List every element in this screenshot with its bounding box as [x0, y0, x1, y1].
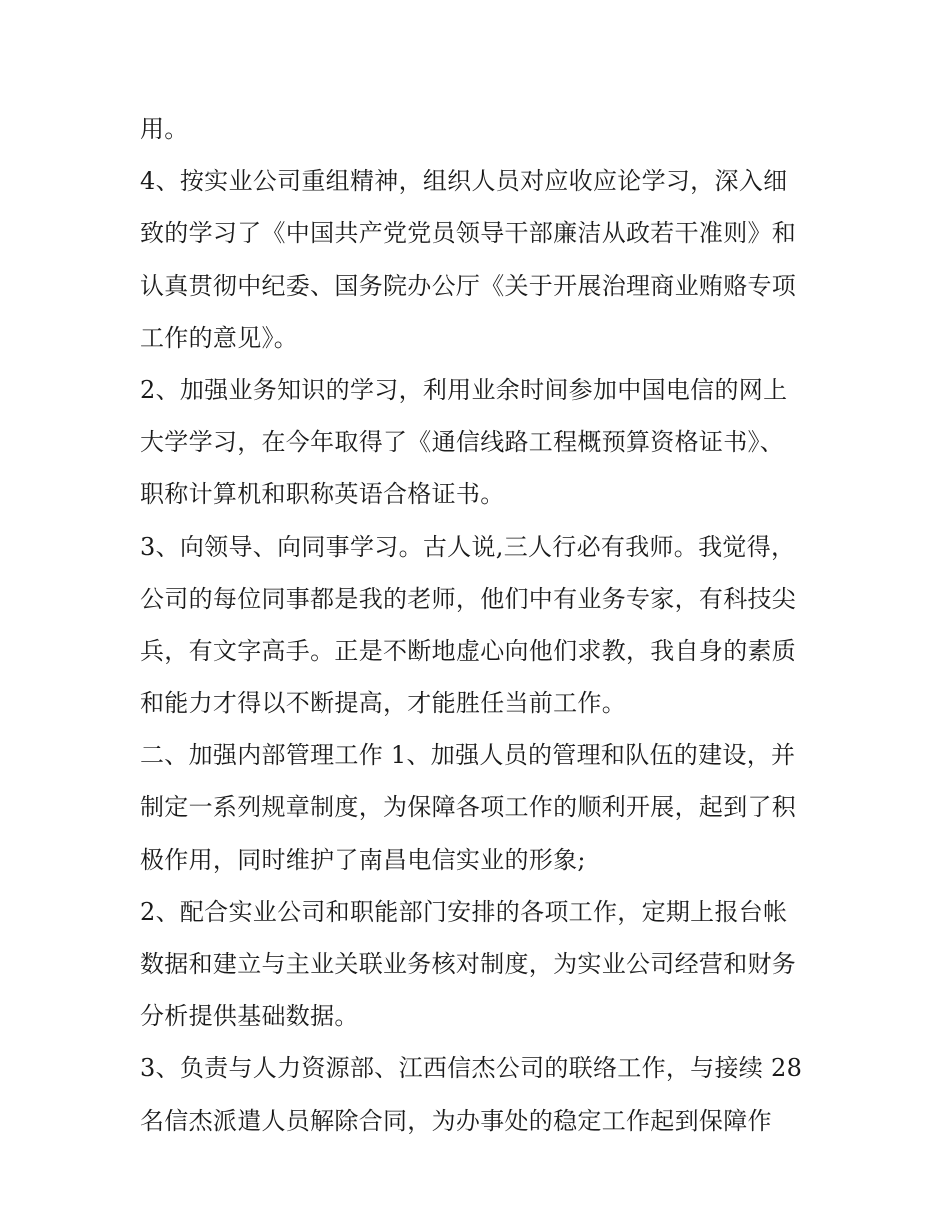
text-line: 致的学习了《中国共产党党员领导干部廉洁从政若干准则》和 [140, 219, 797, 248]
text-line: 极作用，同时维护了南昌电信实业的形象; [140, 845, 586, 874]
text-line: 2、加强业务知识的学习，利用业余时间参加中国电信的网上 [140, 375, 788, 404]
text-line: 和能力才得以不断提高，才能胜任当前工作。 [140, 689, 626, 718]
text-line: 制定一系列规章制度，为保障各项工作的顺利开展，起到了积 [140, 793, 797, 822]
text-line: 用。 [140, 115, 189, 143]
text-line: 工作的意见》。 [140, 323, 299, 352]
text-line: 名信杰派遣人员解除合同，为办事处的稳定工作起到保障作 [140, 1106, 772, 1135]
text-line: 3、向领导、向同事学习。古人说,三人行必有我师。我觉得， [140, 532, 796, 561]
text-line: 职称计算机和职称英语合格证书。 [140, 480, 505, 509]
text-line: 分析提供基础数据。 [140, 1002, 359, 1031]
text-line: 2、配合实业公司和职能部门安排的各项工作，定期上报台帐 [140, 897, 788, 926]
text-line: 4、按实业公司重组精神，组织人员对应收应论学习，深入细 [140, 167, 788, 196]
text-line: 公司的每位同事都是我的老师，他们中有业务专家，有科技尖 [140, 584, 797, 613]
text-line: 认真贯彻中纪委、国务院办公厅《关于开展治理商业贿赂专项 [140, 271, 797, 300]
text-line: 数据和建立与主业关联业务核对制度，为实业公司经营和财务 [140, 950, 797, 978]
text-line: 大学学习，在今年取得了《通信线路工程概预算资格证书》、 [140, 428, 785, 457]
text-line: 3、负责与人力资源部、江西信杰公司的联络工作，与接续 28 [140, 1054, 803, 1083]
document-body [140, 103, 820, 1147]
text-line: 二、加强内部管理工作 1、加强人员的管理和队伍的建设，并 [140, 741, 796, 770]
text-line: 兵，有文字高手。正是不断地虚心向他们求教，我自身的素质 [140, 636, 797, 665]
